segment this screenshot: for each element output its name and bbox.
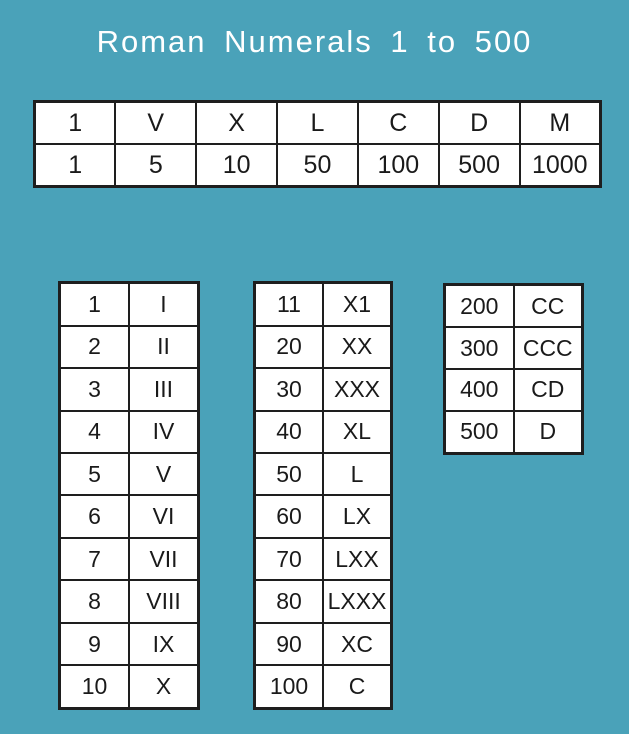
symbol-cell: 1 — [35, 144, 116, 187]
number-cell: 50 — [255, 453, 324, 495]
roman-numeral-cell: IX — [129, 623, 199, 665]
roman-numeral-cell: LXX — [323, 538, 392, 580]
number-cell: 10 — [60, 665, 130, 708]
ones-table — [58, 281, 200, 710]
table-row — [60, 326, 199, 368]
table-row — [255, 580, 392, 622]
table-row — [60, 453, 199, 495]
number-cell: 80 — [255, 580, 324, 622]
table-row — [60, 665, 199, 708]
symbol-cell: L — [277, 102, 358, 145]
tens-table — [253, 281, 393, 710]
number-cell: 7 — [60, 538, 130, 580]
table-row — [255, 453, 392, 495]
roman-numeral-cell: V — [129, 453, 199, 495]
number-cell: 3 — [60, 368, 130, 410]
roman-numeral-cell: III — [129, 368, 199, 410]
symbol-cell: 100 — [358, 144, 439, 187]
table-row — [60, 283, 199, 326]
symbol-cell: 500 — [439, 144, 520, 187]
roman-numeral-cell: XC — [323, 623, 392, 665]
table-row — [445, 285, 583, 328]
symbol-value-table-body — [35, 102, 601, 187]
ones-table-body — [60, 283, 199, 709]
table-row — [60, 623, 199, 665]
symbol-cell: D — [439, 102, 520, 145]
number-cell: 20 — [255, 326, 324, 368]
number-cell: 60 — [255, 495, 324, 537]
symbol-cell: 1000 — [520, 144, 601, 187]
roman-numeral-cell: X1 — [323, 283, 392, 326]
roman-numeral-cell: L — [323, 453, 392, 495]
table-row — [255, 623, 392, 665]
number-cell: 40 — [255, 411, 324, 453]
hundreds-table — [443, 283, 584, 455]
table-row — [445, 369, 583, 411]
table-row — [60, 411, 199, 453]
number-cell: 8 — [60, 580, 130, 622]
number-cell: 11 — [255, 283, 324, 326]
table-row — [60, 538, 199, 580]
symbol-cell: 1 — [35, 102, 116, 145]
table-row — [445, 411, 583, 454]
table-row — [255, 665, 392, 708]
roman-numeral-cell: XL — [323, 411, 392, 453]
table-row — [255, 495, 392, 537]
table-row — [60, 368, 199, 410]
tens-table-body — [255, 283, 392, 709]
table-row — [60, 580, 199, 622]
number-cell: 500 — [445, 411, 514, 454]
number-cell: 200 — [445, 285, 514, 328]
roman-numeral-cell: VII — [129, 538, 199, 580]
hundreds-table-body — [445, 285, 583, 454]
table-row — [255, 368, 392, 410]
symbol-cell: 5 — [115, 144, 196, 187]
table-row — [445, 327, 583, 369]
table-row — [255, 326, 392, 368]
roman-numeral-cell: CC — [514, 285, 583, 328]
symbol-value-table — [33, 100, 602, 188]
roman-numeral-cell: LXXX — [323, 580, 392, 622]
roman-numeral-cell: VI — [129, 495, 199, 537]
symbol-cell: M — [520, 102, 601, 145]
symbol-cell: 10 — [196, 144, 277, 187]
table-row — [255, 538, 392, 580]
roman-numeral-cell: LX — [323, 495, 392, 537]
roman-numeral-cell: XXX — [323, 368, 392, 410]
table-row — [35, 144, 601, 187]
roman-numeral-cell: XX — [323, 326, 392, 368]
number-cell: 300 — [445, 327, 514, 369]
symbol-cell: V — [115, 102, 196, 145]
number-cell: 2 — [60, 326, 130, 368]
table-row — [35, 102, 601, 145]
number-cell: 30 — [255, 368, 324, 410]
symbol-cell: X — [196, 102, 277, 145]
number-cell: 4 — [60, 411, 130, 453]
number-cell: 5 — [60, 453, 130, 495]
roman-numeral-cell: IV — [129, 411, 199, 453]
roman-numeral-cell: II — [129, 326, 199, 368]
number-cell: 9 — [60, 623, 130, 665]
table-row — [60, 495, 199, 537]
roman-numeral-cell: I — [129, 283, 199, 326]
symbol-cell: C — [358, 102, 439, 145]
symbol-cell: 50 — [277, 144, 358, 187]
number-cell: 400 — [445, 369, 514, 411]
number-cell: 100 — [255, 665, 324, 708]
number-cell: 1 — [60, 283, 130, 326]
roman-numeral-cell: VIII — [129, 580, 199, 622]
roman-numeral-cell: X — [129, 665, 199, 708]
roman-numeral-cell: CCC — [514, 327, 583, 369]
table-row — [255, 411, 392, 453]
roman-numeral-cell: CD — [514, 369, 583, 411]
number-cell: 6 — [60, 495, 130, 537]
roman-numeral-cell: C — [323, 665, 392, 708]
number-cell: 90 — [255, 623, 324, 665]
table-row — [255, 283, 392, 326]
number-cell: 70 — [255, 538, 324, 580]
roman-numeral-cell: D — [514, 411, 583, 454]
page-title: Roman Numerals 1 to 500 — [96, 24, 533, 59]
